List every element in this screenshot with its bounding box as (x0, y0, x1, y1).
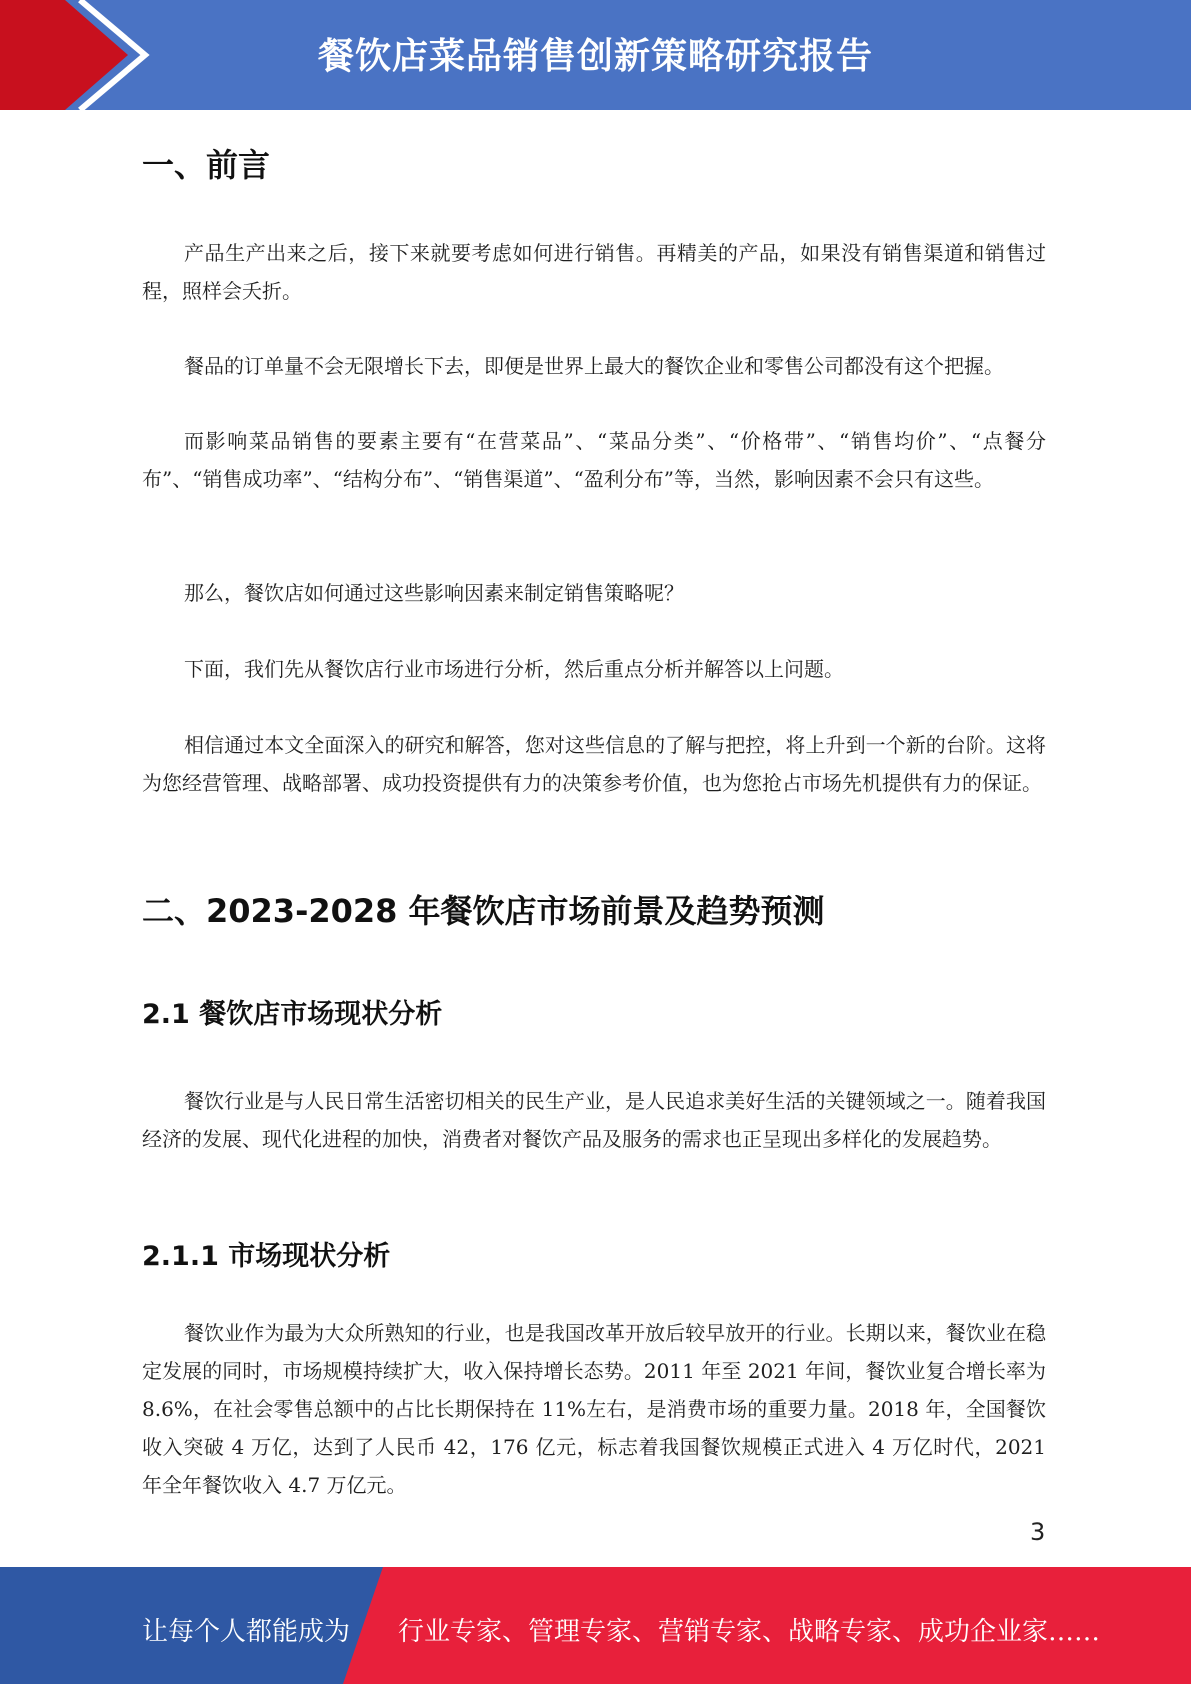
page-number: 3 (1030, 1518, 1046, 1546)
preface-paragraph-5: 下面，我们先从餐饮店行业市场进行分析，然后重点分析并解答以上问题。 (184, 657, 844, 681)
preface-paragraph-1: 产品生产出来之后，接下来就要考虑如何进行销售。再精美的产品，如果没有销售渠道和销售过程，照样会夭折。 (142, 241, 1046, 303)
report-header (0, 0, 1191, 110)
market-status-detail-heading: 2.1.1 市场现状分析 (142, 1241, 391, 1272)
report-footer (0, 1567, 1191, 1684)
market-status-detail-paragraph: 餐饮业作为最为大众所熟知的行业，也是我国改革开放后较早放开的行业。长期以来，餐饮业在稳定发展的同时，市场规模持续扩大，收入保持增长态势。2011 年至 2021 年间，餐饮业复合增长率为 8.6%，在社会零售总额中的占比长期保持在 11%左右，是消费市场的重要力量。2018 年，全国餐饮收入突破 4 万亿，达到了人民币 42，176 亿元，标志着我国餐饮规模正式进入 4 万亿时代，2021 年全年餐饮收入 4.7 万亿元。 (142, 1321, 1046, 1497)
preface-paragraph-6: 相信通过本文全面深入的研究和解答，您对这些信息的了解与把控，将上升到一个新的台阶。这将为您经营管理、战略部署、成功投资提供有力的决策参考价值，也为您抢占市场先机提供有力的保证。 (142, 733, 1046, 795)
preface-paragraph-4: 那么，餐饮店如何通过这些影响因素来制定销售策略呢？ (184, 581, 684, 605)
report-title: 餐饮店菜品销售创新策略研究报告 (317, 36, 873, 77)
market-status-paragraph: 餐饮行业是与人民日常生活密切相关的民生产业，是人民追求美好生活的关键领域之一。随着我国经济的发展、现代化进程的加快，消费者对餐饮产品及服务的需求也正呈现出多样化的发展趋势。 (142, 1089, 1046, 1151)
market-status-heading: 2.1 餐饮店市场现状分析 (142, 999, 443, 1030)
preface-heading: 一、前言 (142, 146, 271, 184)
footer-slogan-left: 让每个人都能成为 (142, 1617, 351, 1647)
preface-paragraph-3: 而影响菜品销售的要素主要有“在营菜品”、“菜品分类”、“价格带”、“销售均价”、“点餐分布”、“销售成功率”、“结构分布”、“销售渠道”、“盈利分布”等，当然，影响因素不会只有这些。 (142, 429, 1046, 491)
footer-slogan-right: 行业专家、管理专家、营销专家、战略专家、成功企业家…… (398, 1617, 1101, 1647)
forecast-heading: 二、2023-2028 年餐饮店市场前景及趋势预测 (142, 892, 825, 930)
preface-paragraph-2: 餐品的订单量不会无限增长下去，即便是世界上最大的餐饮企业和零售公司都没有这个把握。 (184, 354, 1004, 378)
